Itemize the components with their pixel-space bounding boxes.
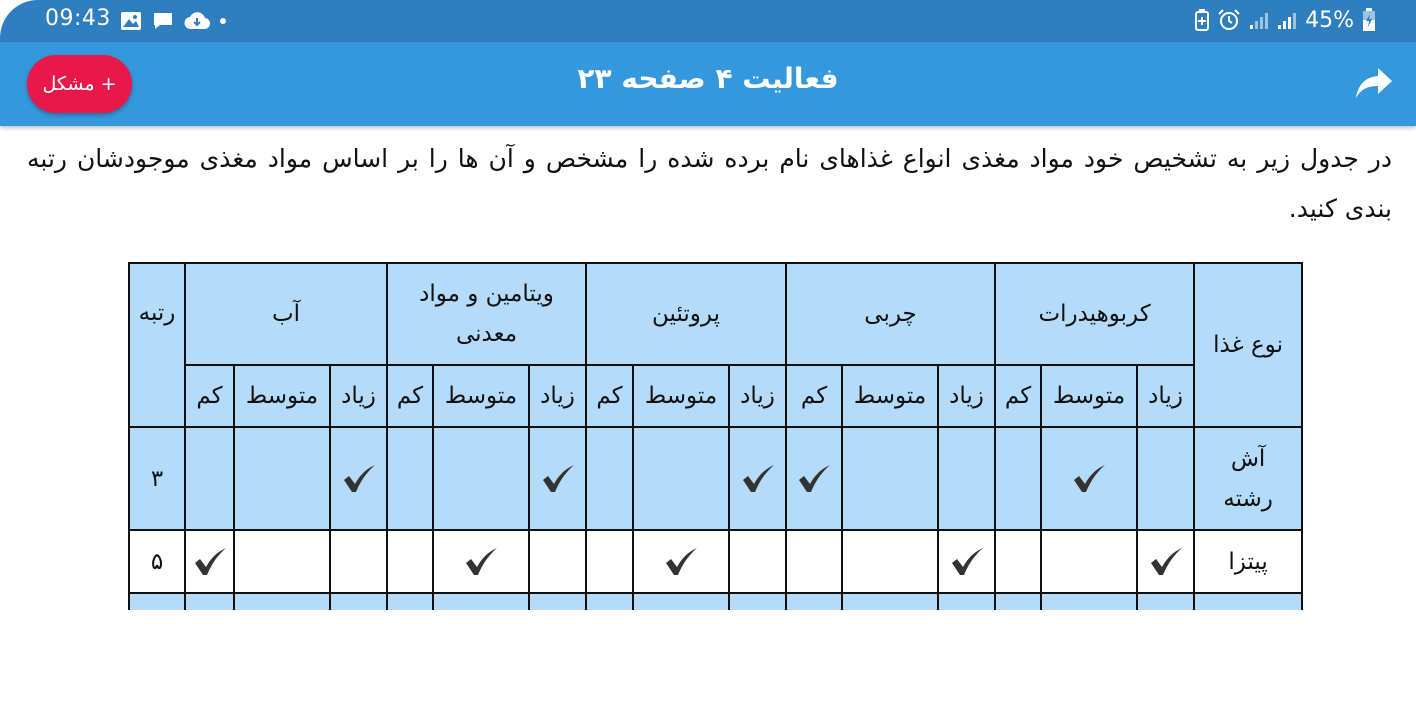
check-cell	[234, 530, 330, 593]
check-cell	[1137, 427, 1194, 530]
level-header: زیاد	[1137, 365, 1194, 427]
table-row	[129, 593, 1302, 610]
check-cell	[729, 427, 786, 530]
cell	[1137, 593, 1194, 610]
level-header: کم	[786, 365, 842, 427]
level-header: کم	[586, 365, 633, 427]
image-icon	[120, 11, 142, 31]
level-header: کم	[387, 365, 433, 427]
check-cell	[529, 427, 586, 530]
check-icon	[1149, 547, 1183, 577]
message-icon	[152, 11, 174, 31]
alarm-icon	[1217, 9, 1241, 31]
dot-icon	[220, 18, 226, 24]
check-cell	[633, 530, 729, 593]
check-cell	[995, 427, 1041, 530]
check-icon	[1072, 464, 1106, 494]
check-cell	[586, 530, 633, 593]
level-header: متوسط	[1041, 365, 1137, 427]
table-row	[129, 427, 1302, 530]
check-cell	[433, 427, 529, 530]
cell	[330, 593, 387, 610]
check-icon	[464, 547, 498, 577]
check-cell	[786, 427, 842, 530]
level-header: زیاد	[938, 365, 995, 427]
level-header: کم	[185, 365, 234, 427]
group-header: آب	[185, 263, 387, 365]
table-body	[129, 427, 1302, 610]
cloud-download-icon	[184, 11, 210, 31]
check-icon	[950, 547, 984, 577]
share-icon[interactable]	[1354, 66, 1394, 102]
status-bar	[0, 0, 1416, 42]
check-cell	[234, 427, 330, 530]
food-header: نوع غذا	[1194, 263, 1302, 427]
cell	[729, 593, 786, 610]
battery-icon	[1362, 8, 1376, 32]
level-header: متوسط	[433, 365, 529, 427]
cell	[529, 593, 586, 610]
group-header: ویتامین و مواد معدنی	[387, 263, 586, 365]
check-icon	[342, 464, 376, 494]
cell	[433, 593, 529, 610]
check-cell	[633, 427, 729, 530]
check-cell	[786, 530, 842, 593]
food-name-cell: آش رشته	[1194, 427, 1302, 530]
check-cell	[387, 530, 433, 593]
page-title: فعالیت ۴ صفحه ۲۳	[577, 62, 839, 95]
level-header: زیاد	[529, 365, 586, 427]
status-icons-left	[120, 10, 226, 32]
check-cell	[842, 427, 938, 530]
app-bar	[0, 42, 1416, 126]
nutrition-table	[128, 262, 1303, 610]
cell	[387, 593, 433, 610]
table-row	[129, 530, 1302, 593]
check-cell	[433, 530, 529, 593]
cell	[995, 593, 1041, 610]
cell	[786, 593, 842, 610]
check-cell	[995, 530, 1041, 593]
level-header: زیاد	[330, 365, 387, 427]
signal-icon	[1277, 10, 1297, 30]
report-problem-button[interactable]: + مشکل	[27, 55, 132, 113]
signal-icon	[1249, 10, 1269, 30]
cell	[938, 593, 995, 610]
intro-text: در جدول زیر به تشخیص خود مواد مغذی انواع غذاهای نام برده شده را مشخص و آن ها را بر اساس مواد مغذی موجودشان رتبه بندی کنید.	[27, 144, 1392, 223]
level-header: کم	[995, 365, 1041, 427]
cell	[1041, 593, 1137, 610]
rank-cell: ۳	[129, 427, 185, 530]
check-cell	[938, 427, 995, 530]
content-area	[0, 126, 1416, 610]
check-cell	[586, 427, 633, 530]
check-cell	[185, 530, 234, 593]
cell	[633, 593, 729, 610]
check-cell	[729, 530, 786, 593]
cell	[234, 593, 330, 610]
cell	[1194, 593, 1302, 610]
status-time: 09:43	[45, 6, 111, 31]
group-header: کربوهیدرات	[995, 263, 1194, 365]
food-name-cell: پیتزا	[1194, 530, 1302, 593]
check-cell	[185, 427, 234, 530]
level-header-row	[129, 365, 1302, 427]
status-icons-right	[1195, 6, 1376, 34]
battery-saver-icon	[1195, 9, 1209, 31]
level-header: متوسط	[633, 365, 729, 427]
check-icon	[741, 464, 775, 494]
cell	[185, 593, 234, 610]
rank-header: رتبه	[129, 263, 185, 427]
check-cell	[1137, 530, 1194, 593]
check-icon	[664, 547, 698, 577]
level-header: متوسط	[234, 365, 330, 427]
check-cell	[330, 530, 387, 593]
check-cell	[330, 427, 387, 530]
level-header: متوسط	[842, 365, 938, 427]
battery-percent: 45%	[1305, 7, 1354, 33]
check-icon	[193, 547, 227, 577]
check-icon	[541, 464, 575, 494]
check-cell	[529, 530, 586, 593]
cell	[129, 593, 185, 610]
check-cell	[842, 530, 938, 593]
level-header: زیاد	[729, 365, 786, 427]
group-header: چربی	[786, 263, 995, 365]
check-icon	[797, 464, 831, 494]
cell	[586, 593, 633, 610]
check-cell	[1041, 530, 1137, 593]
check-cell	[387, 427, 433, 530]
rank-cell: ۵	[129, 530, 185, 593]
group-header: پروتئین	[586, 263, 786, 365]
check-cell	[938, 530, 995, 593]
cell	[842, 593, 938, 610]
check-cell	[1041, 427, 1137, 530]
